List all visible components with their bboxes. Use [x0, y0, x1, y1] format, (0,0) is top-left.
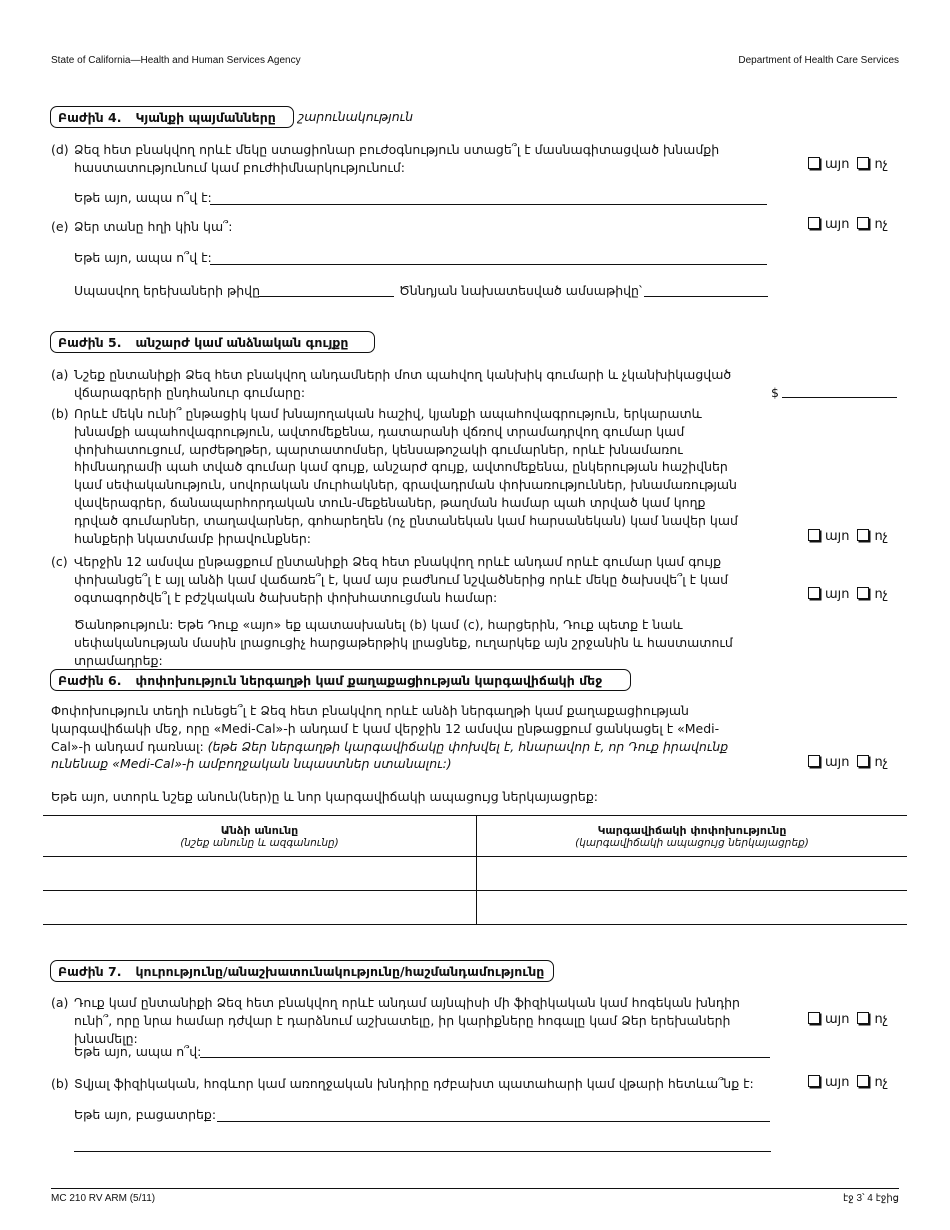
q4e-who-field[interactable]: [210, 264, 767, 265]
agency-header: State of California—Health and Human Services Agency: [51, 55, 301, 66]
q6-note-italic: (եթե Ձեր ներգաղթի կարգավիճակը փոխվել է, հնարավոր է, որ Դուք իրավունք ունենաք «Medi-Cal»-ի ամբողջական նպաստներ ստանալու:): [51, 738, 729, 772]
q7b-explain-field-1[interactable]: [217, 1121, 770, 1122]
q7b-letter: (b): [51, 1076, 69, 1091]
section-7-number: Բաժին 7.: [58, 964, 122, 979]
q7a-letter: (a): [51, 995, 69, 1010]
status-change-cell[interactable]: [477, 891, 908, 925]
q6-question: Փոփոխություն տեղի ունեցե՞լ է Ձեզ հետ բնակվող որևէ անձի ներգաղթի կամ քաղաքացիության կարգավիճակի մեջ, որը «Medi-Cal»-ի անդամ է կամ վերջին 12 ամսվա ընթացքում ցանկացել է «Medi-Cal»-ի անդամ դառնալ:: [51, 703, 720, 754]
section-6-heading: փոփոխություն ներգաղթի կամ քաղաքացիության կարգավիճակի մեջ: [135, 673, 603, 688]
q7b-if-yes-label: Եթե այո, բացատրեք:: [74, 1107, 217, 1122]
unborn-count-field[interactable]: [258, 296, 394, 297]
q4e-no-checkbox[interactable]: [857, 217, 869, 229]
section-7-heading: կուրությունը/անաշխատունակությունը/հաշմանդամությունը: [135, 964, 545, 979]
form-id: MC 210 RV ARM (5/11): [51, 1193, 156, 1204]
q4e-yes-checkbox[interactable]: [808, 217, 820, 229]
q5a-text: Նշեք ընտանիքի Ձեզ հետ բնակվող անդամների մոտ պահվող կանխիկ գումարի և չկանխիկացված վճարագրերի ընդհանուր գումարը:: [74, 367, 732, 400]
section-4-number: Բաժին 4.: [58, 110, 122, 125]
q5c-no-checkbox[interactable]: [857, 587, 869, 599]
section-6-number: Բաժին 6.: [58, 673, 122, 688]
section-5-number: Բաժին 5.: [58, 335, 122, 350]
footer-rule: [51, 1188, 899, 1189]
department-header: Department of Health Care Services: [738, 55, 899, 66]
due-date-field[interactable]: [644, 296, 768, 297]
dollar-sign: $: [771, 385, 779, 400]
q5b-yes-no: այո ոչ: [808, 529, 888, 544]
status-change-table: [43, 815, 907, 925]
due-date-label: Ծննդյան նախատեսված ամսաթիվը՝: [399, 283, 642, 298]
q6-if-yes: Եթե այո, ստորև նշեք անուն(ներ)ը և նոր կարգավիճակի ապացույց ներկայացրեք:: [51, 789, 598, 804]
section-5-note: Ծանոթություն: Եթե Դուք «այո» եք պատասխանել (b) կամ (c), հարցերին, Դուք պետք է նաև սեփականության մասին լրացուցիչ հարցաթերթիկ լրացնեք, ուղարկեք այն շրջանին և հաստատում տրամադրեք:: [74, 617, 733, 668]
section-4-heading: Կյանքի պայմանները: [135, 110, 276, 125]
q4e-text: Ձեր տանը հղի կին կա՞:: [74, 219, 233, 234]
q4e-yes-no: այո ոչ: [808, 217, 888, 232]
q4d-if-yes-label: Եթե այո, ապա ո՞վ է:: [74, 190, 212, 205]
page-number: էջ 3՝ 4 էջից: [842, 1193, 899, 1204]
section-4-continued: շարունակություն: [298, 109, 414, 124]
section-5-title: [50, 331, 375, 353]
q6-no-checkbox[interactable]: [857, 755, 869, 767]
q7a-yes-no: այո ոչ: [808, 1012, 888, 1027]
q4d-yes-checkbox[interactable]: [808, 157, 820, 169]
q6-yes-no: այո ոչ: [808, 755, 888, 770]
q7b-explain-field-2[interactable]: [74, 1151, 771, 1152]
section-4-title: [50, 106, 294, 128]
q4e-letter: (e): [51, 219, 69, 234]
q5b-letter: (b): [51, 406, 69, 421]
q7b-no-checkbox[interactable]: [857, 1075, 869, 1087]
table-header-row: [43, 816, 907, 857]
q4d-yes-no: այո ոչ: [808, 157, 888, 172]
q7b-yes-checkbox[interactable]: [808, 1075, 820, 1087]
q5b-no-checkbox[interactable]: [857, 529, 869, 541]
col-person-name-header: Անձի անունը (նշեք անունը և ազգանունը): [43, 816, 477, 857]
q5c-text: Վերջին 12 ամսվա ընթացքում ընտանիքի Ձեզ հետ բնակվող որևէ անդամ որևէ գումար կամ գույք փոխանցե՞լ է այլ անձի կամ վաճառե՞լ է, կամ այս բաժնում նշվածներից որևէ մեկը ծախսվե՞լ է կամ օգտագործվե՞լ է բժշկական ծախսերի փոխհատուցման համար:: [74, 554, 729, 605]
q4d-text: Ձեզ հետ բնակվող որևէ մեկը ստացիոնար բուժօգնություն ստացե՞լ է մասնագիտացված խնամքի հաստատությունում կամ բուժհիմնարկությունում:: [74, 142, 720, 175]
q7a-who-field[interactable]: [200, 1057, 770, 1058]
status-change-cell[interactable]: [477, 857, 908, 891]
q7a-text: Դուք կամ ընտանիքի Ձեզ հետ բնակվող որևէ անդամ այնպիսի մի ֆիզիկական կամ հոգեկան խնդիր ունի՞, որը նրա համար դժվար է դարձնում աշխատելը, իր կարիքները հոգալը կամ Ձեր երեխաների խնամելը:: [74, 995, 740, 1046]
q5a-letter: (a): [51, 367, 69, 382]
unborn-count-label: Սպասվող երեխաների թիվը: [74, 283, 261, 298]
q5b-yes-checkbox[interactable]: [808, 529, 820, 541]
table-row: [43, 891, 907, 925]
section-5-heading: անշարժ կամ անձնական գույքը: [135, 335, 349, 350]
q7a-if-yes-label: Եթե այո, ապա ո՞վ:: [74, 1044, 202, 1059]
q5a-amount-field[interactable]: [782, 397, 897, 398]
section-6-title: [50, 669, 631, 691]
q6-text: [51, 702, 731, 773]
q4d-letter: (d): [51, 142, 69, 157]
q4e-if-yes-label: Եթե այո, ապա ո՞վ է:: [74, 250, 212, 265]
q7b-yes-no: այո ոչ: [808, 1075, 888, 1090]
person-name-cell[interactable]: [43, 891, 477, 925]
q5c-yes-checkbox[interactable]: [808, 587, 820, 599]
section-7-title: [50, 960, 554, 982]
q5c-letter: (c): [51, 554, 68, 569]
q7b-text: Տվյալ ֆիզիկական, հոգևոր կամ առողջական խնդիրը դժբախտ պատահարի կամ վթարի հետևա՞նք է:: [74, 1076, 754, 1091]
person-name-cell[interactable]: [43, 857, 477, 891]
table-row: [43, 857, 907, 891]
q7a-no-checkbox[interactable]: [857, 1012, 869, 1024]
q5b-text: Որևէ մեկն ունի՞ ընթացիկ կամ խնայողական հաշիվ, կյանքի ապահովագրություն, երկարատև խնամքի ապահովագրություն, ավտոմեքենա, դատարանի վճռով տրամադրվող գումար կամ փոխհատուցում, արժեթղթեր, պարտատոմսեր, կենսաթոշակի գումարներ, որևէ խնամառու հիմնադրամի պահ տված գումար կամ գույք, անշարժ գույք, ավտոմեքենա, ընկերության հաշիվներ կամ սեփականություն, սովորական մուրհակներ, գրավադրման փոխառություններ, խնամառության վավերագրեր, ճանապարհորդական տուն-մեքենաներ, թաղման համար պահ տրված կամ կողք դրված գումարներ, տաղավարներ, գոհարեղեն (ոչ ընտանեկան կամ հարսանեկան) կամ նավեր կամ հանքերի նկատմամբ իրավունքներ:: [74, 406, 738, 546]
col-status-change-header: Կարգավիճակի փոփոխությունը (կարգավիճակի ապացույց ներկայացրեք): [477, 816, 908, 857]
q6-yes-checkbox[interactable]: [808, 755, 820, 767]
q5c-yes-no: այո ոչ: [808, 587, 888, 602]
q7a-yes-checkbox[interactable]: [808, 1012, 820, 1024]
q4d-who-field[interactable]: [210, 204, 767, 205]
q4d-no-checkbox[interactable]: [857, 157, 869, 169]
